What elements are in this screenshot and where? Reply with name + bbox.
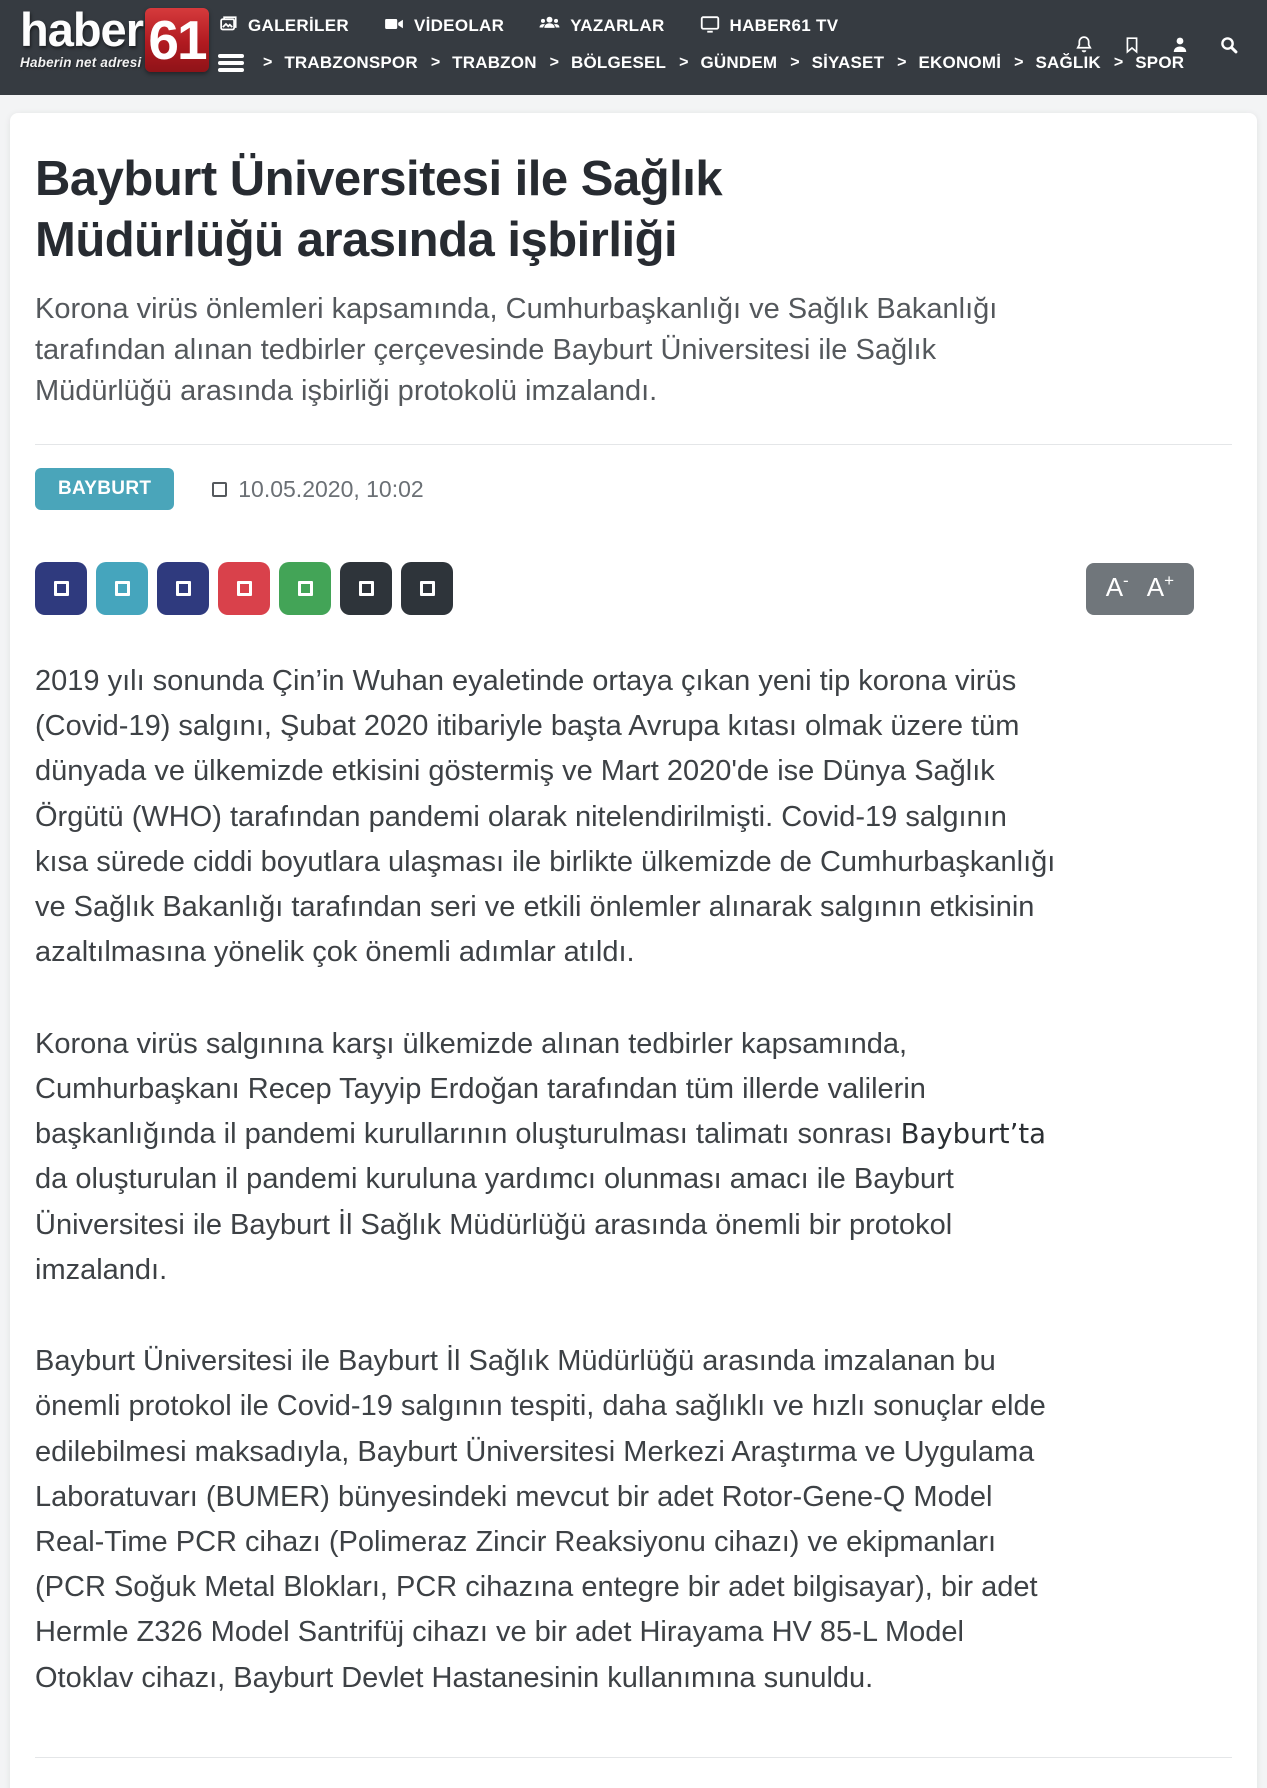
article-lead: Korona virüs önlemleri kapsamında, Cumhurbaşkanlığı ve Sağlık Bakanlığı tarafından alınan tedbirler çerçevesinde Bayburt Üniversitesi ile Sağlık Müdürlüğü arasında işbirliği protokolü imzalandı. [35, 292, 998, 407]
nav-item-spor[interactable] [1114, 53, 1184, 73]
logo-wordmark [20, 2, 143, 72]
header-action-icons [1073, 34, 1240, 56]
nav-label: SAĞLIK [1035, 53, 1101, 72]
highlighted-term: Bayburt’ta [900, 1118, 1046, 1151]
site-logo[interactable] [20, 2, 209, 72]
publish-date [212, 476, 423, 503]
category-badge[interactable]: BAYBURT [35, 468, 174, 510]
share-button-google-plus[interactable] [218, 562, 270, 615]
authors-group-icon [538, 12, 561, 40]
share-glyph-icon [420, 581, 435, 596]
nav-item-authors[interactable] [538, 12, 664, 40]
publish-date-text: 10.05.2020, 10:02 [238, 475, 424, 502]
share-button-facebook[interactable] [35, 562, 87, 615]
logo-word: haber [20, 2, 143, 56]
notifications-bell-icon[interactable] [1073, 34, 1095, 56]
share-buttons [35, 562, 453, 615]
share-button-whatsapp[interactable] [279, 562, 331, 615]
account-user-icon[interactable] [1169, 34, 1191, 56]
chevron-right-icon: > [790, 54, 800, 71]
bookmark-icon[interactable] [1122, 34, 1142, 56]
nav-label: BÖLGESEL [571, 53, 667, 72]
paragraph-text: da oluşturulan il pandemi kuruluna yardımcı olunması amacı ile Bayburt Üniversitesi ile Bayburt İl Sağlık Müdürlüğü arasında önemli bir protokol imzalandı. [35, 1163, 954, 1286]
nav-label: TRABZONSPOR [284, 53, 418, 72]
font-btn-letter: A [1105, 571, 1124, 602]
nav-label: GALERİLER [248, 16, 349, 35]
site-header [0, 0, 1267, 95]
font-increase-button[interactable] [1145, 572, 1176, 602]
share-button-twitter[interactable] [96, 562, 148, 615]
article-paragraph: 2019 yılı sonunda Çin’in Wuhan eyaletinde ortaya çıkan yeni tip korona virüs (Covid-19) salgını, Şubat 2020 itibariyle başta Avrupa kıtası olmak üzere tüm dünyada ve ülkemizde etkisini göstermiş ve Mart 2020'de ise Dünya Sağlık Örgütü (WHO) tarafından pandemi olarak nitelendirilmişti. Covid-19 salgının kısa sürede ciddi boyutlara ulaşması ile birlikte ülkemizde de Cumhurbaşkanlığı ve Sağlık Bakanlığı tarafından seri ve etkili önlemler alınarak salgının etkisinin azaltılmasına yönelik çok önemli adımlar atıldı. [35, 665, 1056, 969]
nav-item-trabzonspor[interactable] [263, 53, 418, 73]
share-glyph-icon [115, 581, 130, 596]
header-navigation [218, 12, 1184, 73]
nav-label: SİYASET [811, 53, 885, 72]
calendar-icon [212, 482, 227, 497]
nav-item-trabzon[interactable] [431, 53, 537, 73]
nav-label: GÜNDEM [700, 53, 778, 72]
divider [35, 444, 1232, 445]
article-meta-row [35, 468, 1232, 510]
nav-label: TRABZON [452, 53, 537, 72]
font-size-controls [1086, 563, 1194, 615]
nav-label: SPOR [1135, 53, 1185, 72]
video-camera-icon [383, 13, 405, 40]
article-body [35, 659, 1232, 1701]
logo-tagline: Haberin net adresi [20, 55, 142, 70]
chevron-right-icon: > [549, 54, 560, 71]
nav-item-videos[interactable] [383, 13, 504, 40]
top-nav [218, 12, 1184, 40]
chevron-right-icon: > [1014, 54, 1024, 71]
article-paragraph [35, 1022, 1060, 1293]
article-title: Bayburt Üniversitesi ile Sağlık Müdürlüğü arasında işbirliği [35, 152, 723, 267]
nav-label: HABER61 TV [729, 16, 839, 35]
chevron-right-icon: > [679, 54, 689, 71]
paragraph-text: Korona virüs salgınına karşı ülkemizde alınan tedbirler kapsamında, Cumhurbaşkanı Recep Tayyip Erdoğan tarafından tüm illerde valilerin başkanlığında il pandemi kurullarının oluşturulması talimatı sonrası [35, 1027, 926, 1151]
chevron-right-icon: > [897, 54, 907, 71]
share-button-print[interactable] [401, 562, 453, 615]
share-glyph-icon [54, 581, 69, 596]
share-row [35, 562, 1232, 615]
share-glyph-icon [176, 581, 191, 596]
nav-item-galleries[interactable] [218, 13, 349, 39]
share-glyph-icon [298, 581, 313, 596]
nav-item-siyaset[interactable] [790, 53, 884, 73]
share-glyph-icon [237, 581, 252, 596]
divider [35, 1757, 1232, 1758]
share-button-linkedin[interactable] [157, 562, 209, 615]
font-btn-letter: A [1146, 571, 1165, 602]
logo-number-badge: 61 [145, 8, 209, 72]
nav-item-gundem[interactable] [679, 53, 777, 73]
article-card [10, 113, 1257, 1788]
nav-label: EKONOMİ [918, 53, 1002, 72]
gallery-icon [218, 13, 239, 39]
nav-item-ekonomi[interactable] [897, 53, 1001, 73]
font-btn-sign: + [1164, 570, 1174, 590]
chevron-right-icon: > [1113, 54, 1124, 71]
nav-label: VİDEOLAR [413, 16, 505, 35]
menu-icon[interactable] [218, 54, 244, 72]
nav-item-haber61-tv[interactable] [699, 13, 839, 40]
font-decrease-button[interactable] [1104, 572, 1131, 602]
nav-item-bolgesel[interactable] [550, 53, 666, 73]
category-nav [218, 53, 1184, 73]
font-btn-sign: - [1123, 570, 1129, 590]
nav-label: YAZARLAR [570, 16, 665, 35]
chevron-right-icon: > [263, 54, 273, 71]
share-glyph-icon [359, 581, 374, 596]
tv-monitor-icon [699, 13, 721, 40]
chevron-right-icon: > [430, 54, 441, 71]
article-paragraph: Bayburt Üniversitesi ile Bayburt İl Sağlık Müdürlüğü arasında imzalanan bu önemli protokol ile Covid-19 salgının tespiti, daha sağlıklı ve hızlı sonuçlar elde edilebilmesi maksadıyla, Bayburt Üniversitesi Merkezi Araştırma ve Uygulama Laboratuvarı (BUMER) bünyesindeki mevcut bir adet Rotor-Gene-Q Model Real-Time PCR cihazı (Polimeraz Zincir Reaksiyonu cihazı) ve ekipmanları (PCR Soğuk Metal Blokları, PCR cihazına entegre bir adet bilgisayar), bir adet Hermle Z326 Model Santrifüj cihazı ve bir adet Hirayama HV 85-L Model Otoklav cihazı, Bayburt Devlet Hastanesinin kullanımına sunuldu. [35, 1345, 1046, 1694]
share-button-email[interactable] [340, 562, 392, 615]
search-icon[interactable] [1218, 34, 1240, 56]
nav-item-saglik[interactable] [1014, 53, 1101, 73]
